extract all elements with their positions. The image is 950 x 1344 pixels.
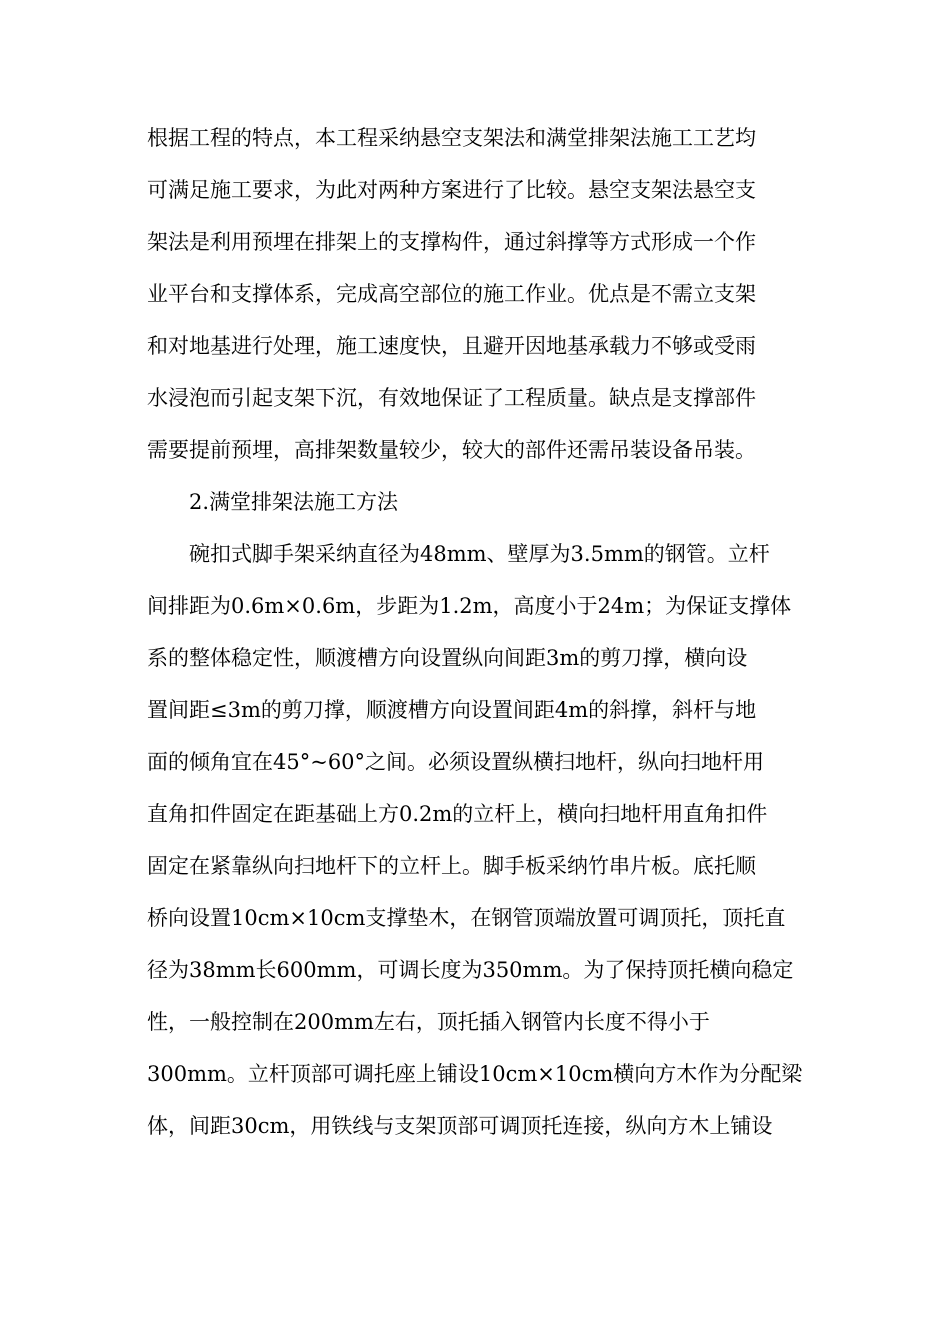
text-line: 系的整体稳定性，顺渡槽方向设置纵向间距3m的剪刀撑，横向设 (147, 646, 748, 670)
text-line: 桥向设置10cm×10cm支撑垫木，在钢管顶端放置可调顶托，顶托直 (147, 906, 786, 930)
text-line: 业平台和支撑体系，完成高空部位的施工作业。优点是不需立支架 (147, 282, 756, 306)
text-line: 可满足施工要求，为此对两种方案进行了比较。悬空支架法悬空支 (147, 178, 756, 202)
text-line: 需要提前预埋，高排架数量较少，较大的部件还需吊装设备吊装。 (147, 438, 756, 462)
text-line: 和对地基进行处理，施工速度快，且避开因地基承载力不够或受雨 (147, 334, 756, 358)
text-line: 固定在紧靠纵向扫地杆下的立杆上。脚手板采纳竹串片板。底托顺 (147, 854, 756, 878)
text-line: 直角扣件固定在距基础上方0.2m的立杆上，横向扫地杆用直角扣件 (147, 802, 768, 826)
text-line: 水浸泡而引起支架下沉，有效地保证了工程质量。缺点是支撑部件 (147, 386, 756, 410)
text-line: 300mm。立杆顶部可调托座上铺设10cm×10cm横向方木作为分配梁 (147, 1062, 803, 1086)
text-line: 径为38mm长600mm，可调长度为350mm。为了保持顶托横向稳定 (147, 958, 794, 982)
document-body (147, 112, 812, 1152)
text-line: 体，间距30cm，用铁线与支架顶部可调顶托连接，纵向方木上铺设 (147, 1114, 773, 1138)
text-line: 性，一般控制在200mm左右，顶托插入钢管内长度不得小于 (147, 1010, 710, 1034)
text-line: 架法是利用预埋在排架上的支撑构件，通过斜撑等方式形成一个作 (147, 230, 756, 254)
text-line: 面的倾角宜在45°~60°之间。必须设置纵横扫地杆，纵向扫地杆用 (147, 750, 765, 774)
section-heading: 2.满堂排架法施工方法 (189, 490, 399, 514)
text-line: 根据工程的特点，本工程采纳悬空支架法和满堂排架法施工工艺均 (147, 126, 756, 150)
text-line: 间排距为0.6m×0.6m，步距为1.2m，高度小于24m；为保证支撑体 (147, 594, 792, 618)
text-line: 置间距≤3m的剪刀撑，顺渡槽方向设置间距4m的斜撑，斜杆与地 (147, 698, 757, 722)
paragraph-first-line: 碗扣式脚手架采纳直径为48mm、壁厚为3.5mm的钢管。立杆 (189, 542, 770, 566)
